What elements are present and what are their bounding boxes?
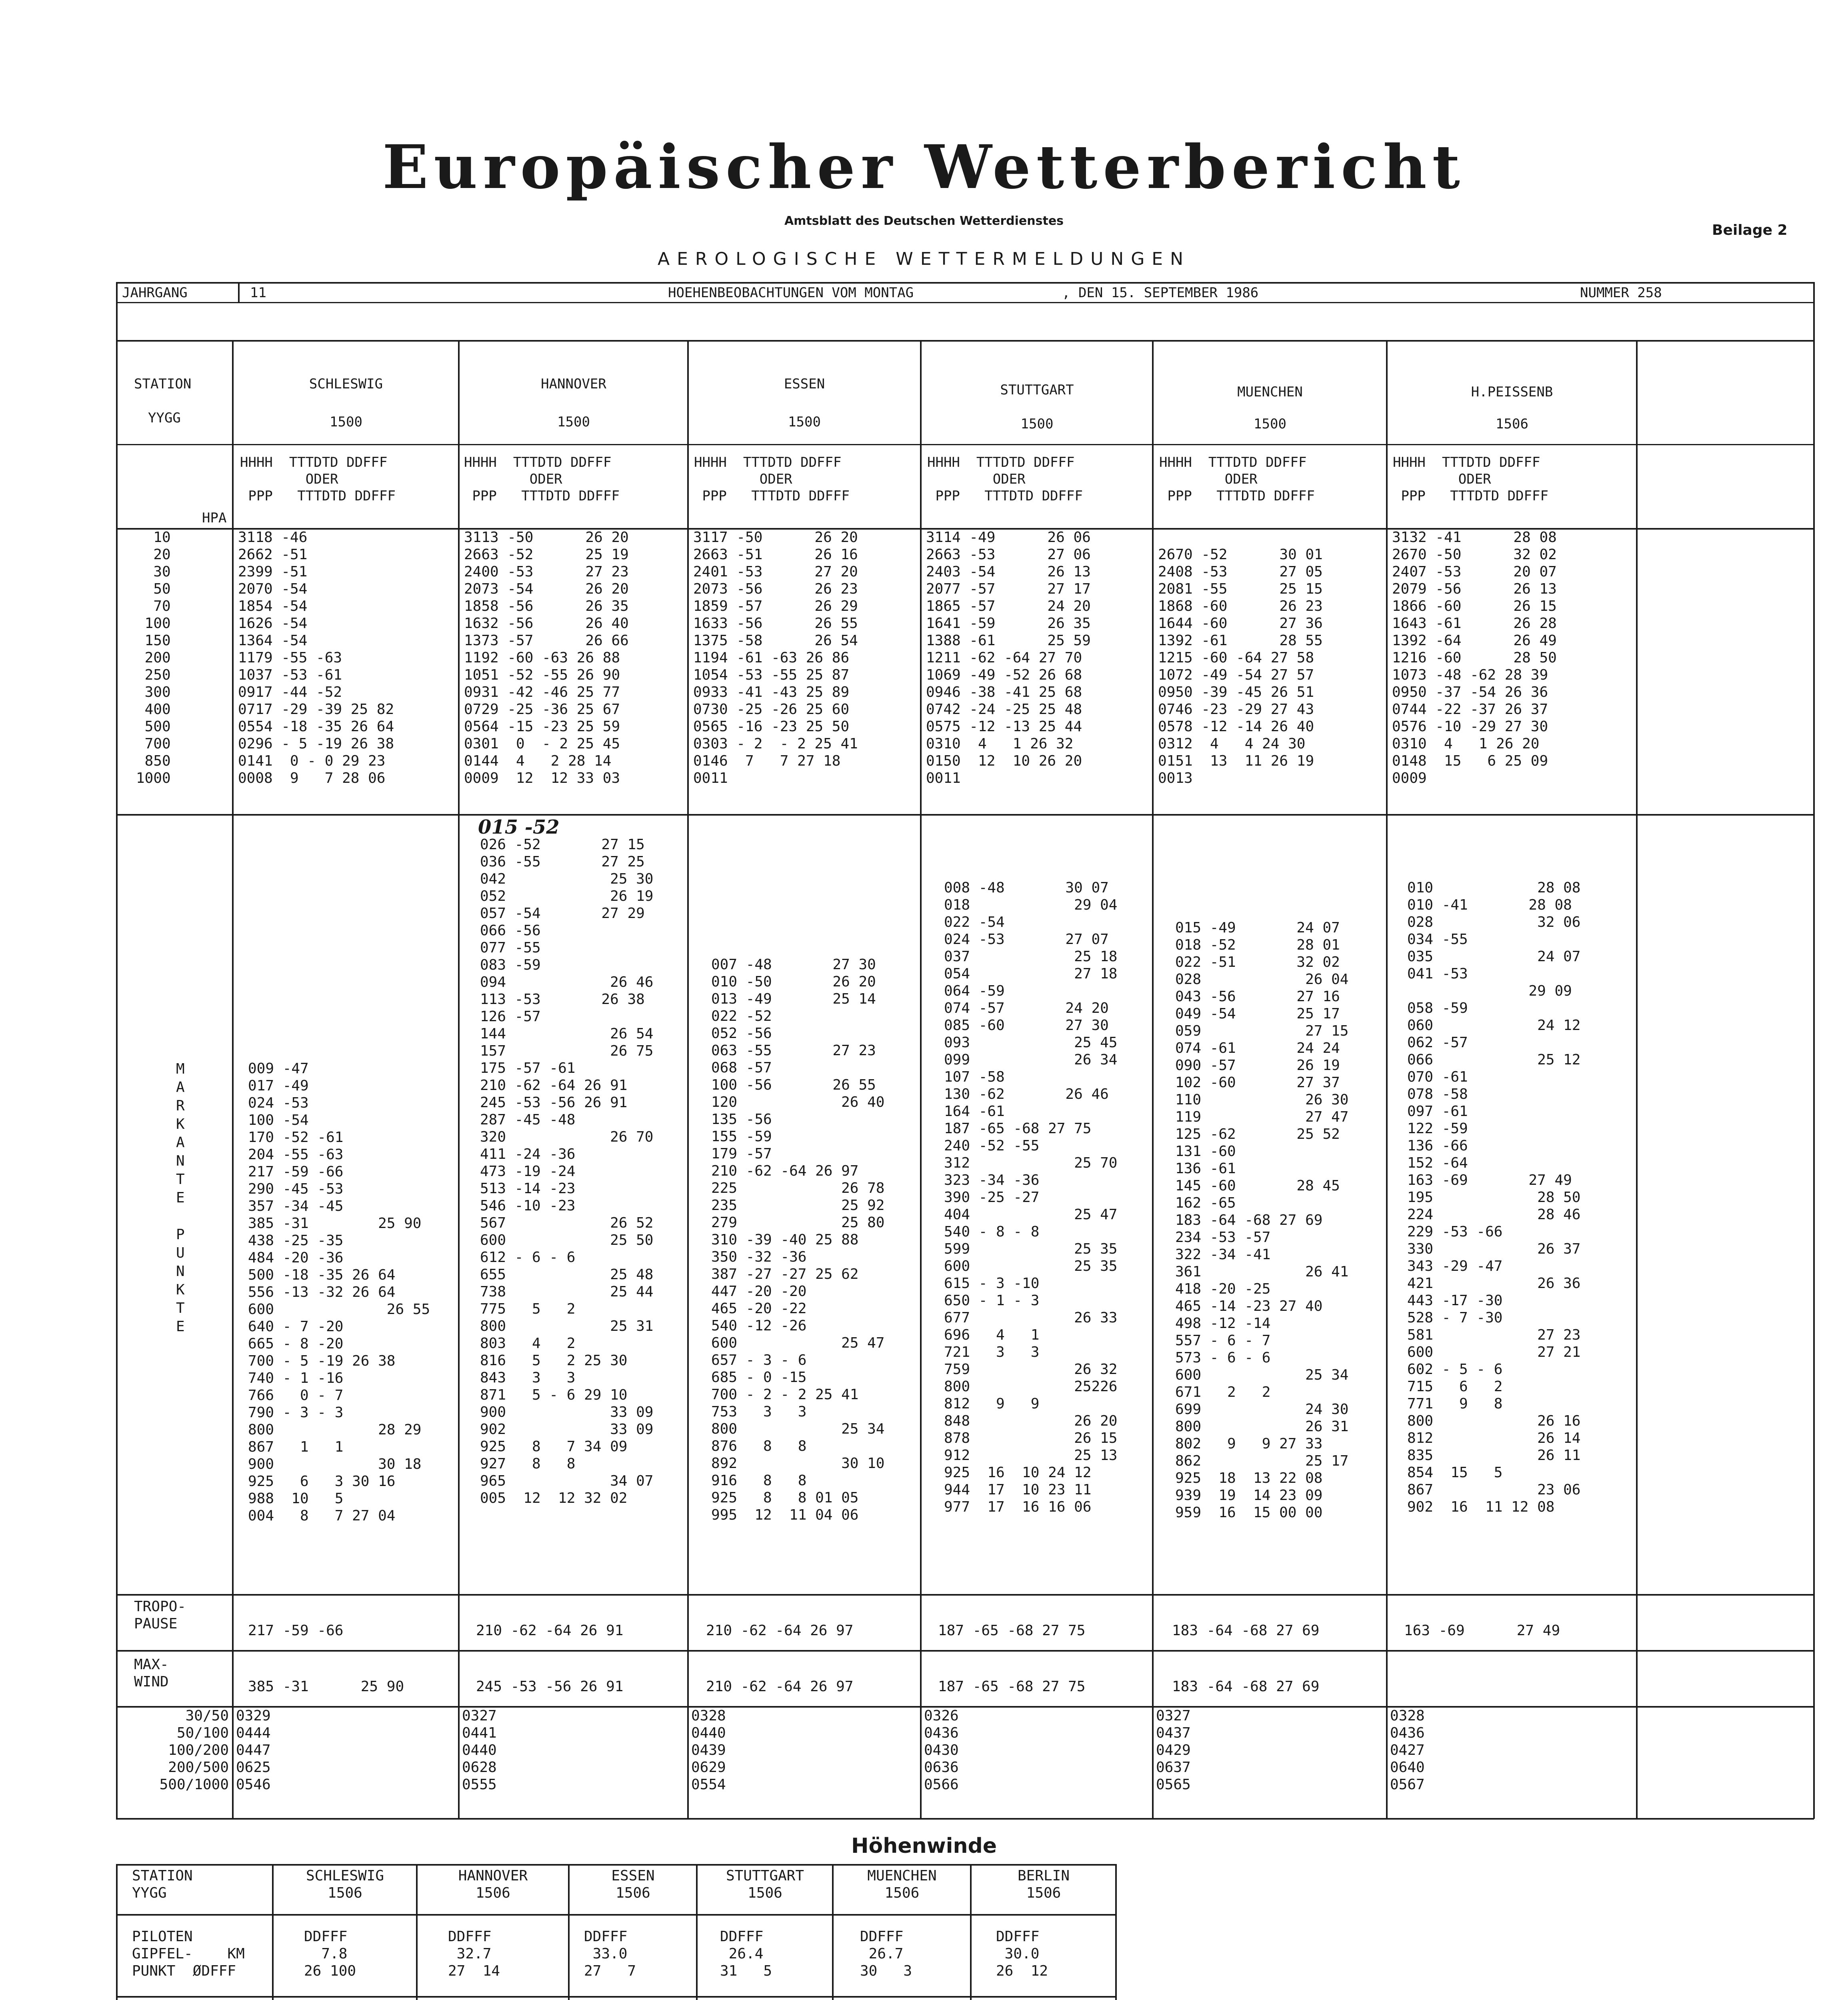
column-header: HHHH TTTDTD DDFFF ODER PPP TTTDTD DDFFF <box>1393 454 1548 504</box>
hw-station-name: ESSEN <box>611 1868 655 1884</box>
piloten-data: DDFFF 26.4 31 5 <box>720 1928 772 1979</box>
tropopause-data: 183 -64 -68 27 69 <box>1172 1622 1320 1639</box>
station-label: STATION <box>134 376 192 392</box>
column-header: HHHH TTTDTD DDFFF ODER PPP TTTDTD DDFFF <box>464 454 620 504</box>
station-yygg: 1500 <box>1020 416 1054 432</box>
station-name: STUTTGART <box>1000 382 1074 398</box>
piloten-data: DDFFF 33.0 27 7 <box>584 1928 636 1979</box>
handwritten-note: 015 -52 <box>478 816 560 838</box>
station-yygg: 1500 <box>557 414 590 430</box>
column-header: HHHH TTTDTD DDFFF ODER PPP TTTDTD DDFFF <box>1159 454 1315 504</box>
station-yygg: 1506 <box>1496 416 1528 432</box>
std-level-data: 2670 -52 30 01 2408 -53 27 05 2081 -55 25 15 1868 -60 26 23 1644 -60 27 36 1392 -61 28 55 1215 -60 -64 27 58 1072 -49 -54 27 57 0950 -39 -45 26 51 0746 -23 -29 27 43 0578 -12 -14 26 40 0312 4 4 24 30 0151 13 11 26 19 0013 <box>1158 546 1323 786</box>
sig-level-data: 010 28 08 010 -41 28 08 028 32 06 034 -55 035 24 07 041 -53 29 09 058 -59 060 24 12 062 -57 066 25 12 070 -61 078 -58 097 -61 122 -59 136 -66 152 -64 163 -69 27 49 195 28 50 224 28 46 229 -53 -66 330 26 37 343 -29 -47 421 26 36 443 -17 -30 528 - 7 -30 581 27 23 600 27 21 602 - 5 - 6 715 6 2 771 9 8 800 26 16 812 26 14 835 26 11 854 15 5 867 23 06 902 16 11 12 08 <box>1407 880 1581 1515</box>
std-level-data: 3114 -49 26 06 2663 -53 27 06 2403 -54 26 13 2077 -57 27 17 1865 -57 24 20 1641 -59 26 35 1388 -61 25 59 1211 -62 -64 27 70 1069 -49 -52 26 68 0946 -38 -41 25 68 0742 -24 -25 25 48 0575 -12 -13 25 44 0310 4 1 26 32 0150 12 10 26 20 0011 <box>926 529 1091 786</box>
maxwind-data: 183 -64 -68 27 69 <box>1172 1678 1320 1695</box>
thickness-data: 0329 0444 0447 0625 0546 <box>236 1708 271 1793</box>
hw-station-yygg: 1506 <box>616 1885 650 1901</box>
hw-station-yygg: 1506 <box>884 1885 920 1901</box>
hw-station-name: MUENCHEN <box>867 1868 937 1884</box>
column-header: HHHH TTTDTD DDFFF ODER PPP TTTDTD DDFFF <box>927 454 1083 504</box>
std-level-data: 3113 -50 26 20 2663 -52 25 19 2400 -53 27 23 2073 -54 26 20 1858 -56 26 35 1632 -56 26 40 1373 -57 26 66 1192 -60 -63 26 88 1051 -52 -55 26 90 0931 -42 -46 25 77 0729 -25 -36 25 67 0564 -15 -23 25 59 0301 0 - 2 25 45 0144 4 2 28 14 0009 12 12 33 03 <box>464 529 629 786</box>
hw-station-yygg: 1506 <box>748 1885 782 1901</box>
sig-level-data: 009 -47 017 -49 024 -53 100 -54 170 -52 -61 204 -55 -63 217 -59 -66 290 -45 -53 357 -34 -45 385 -31 25 90 438 -25 -35 484 -20 -36 500 -18 -35 26 64 556 -13 -32 26 64 600 26 55 640 - 7 -20 665 - 8 -20 700 - 5 -19 26 38 740 - 1 -16 766 0 - 7 790 - 3 - 3 800 28 29 867 1 1 900 30 18 925 6 3 30 16 988 10 5 004 8 7 27 04 <box>248 1060 430 1524</box>
maxwind-data: 245 -53 -56 26 91 <box>476 1678 624 1695</box>
hw-station-yygg: 1506 <box>476 1885 510 1901</box>
thickness-data: 0327 0441 0440 0628 0555 <box>462 1708 497 1793</box>
markante-punkte-label: M A R K A N T E P U N K T E <box>176 1061 185 1335</box>
thickness-labels: 30/50 50/100 100/200 200/500 500/1000 <box>159 1708 229 1793</box>
thickness-data: 0328 0440 0439 0629 0554 <box>691 1708 726 1793</box>
obs-date: , DEN 15. SEPTEMBER 1986 <box>1062 285 1259 301</box>
hw-station-yygg: 1506 <box>328 1885 362 1901</box>
section-title: AEROLOGISCHE WETTERMELDUNGEN <box>657 249 1191 269</box>
column-header: HHHH TTTDTD DDFFF ODER PPP TTTDTD DDFFF <box>694 454 850 504</box>
std-level-data: 3118 -46 2662 -51 2399 -51 2070 -54 1854 -54 1626 -54 1364 -54 1179 -55 -63 1037 -53 -61 0917 -44 -52 0717 -29 -39 25 82 0554 -18 -35 26 64 0296 - 5 -19 26 38 0141 0 - 0 29 23 0008 9 7 28 06 <box>238 529 394 786</box>
maxwind-data: 210 -62 -64 26 97 <box>706 1678 854 1695</box>
sig-level-data: 026 -52 27 15 036 -55 27 25 042 25 30 052 26 19 057 -54 27 29 066 -56 077 -55 083 -59 094 26 46 113 -53 26 38 126 -57 144 26 54 157 26 75 175 -57 -61 210 -62 -64 26 91 245 -53 -56 26 91 287 -45 -48 320 26 70 411 -24 -36 473 -19 -24 513 -14 -23 546 -10 -23 567 26 52 600 25 50 612 - 6 - 6 655 25 48 738 25 44 775 5 2 800 25 31 803 4 2 816 5 2 25 30 843 3 3 871 5 - 6 29 10 900 33 09 902 33 09 925 8 7 34 09 927 8 8 965 34 07 005 12 12 32 02 <box>480 836 654 1506</box>
tropopause-label: TROPO- PAUSE <box>134 1598 186 1632</box>
issue-number: NUMMER 258 <box>1580 285 1662 301</box>
std-level-data: 3117 -50 26 20 2663 -51 26 16 2401 -53 27 20 2073 -56 26 23 1859 -57 26 29 1633 -56 26 55 1375 -58 26 54 1194 -61 -63 26 86 1054 -53 -55 25 87 0933 -41 -43 25 89 0730 -25 -26 25 60 0565 -16 -23 25 50 0303 - 2 - 2 25 41 0146 7 7 27 18 0011 <box>693 529 858 786</box>
sig-level-data: 007 -48 27 30 010 -50 26 20 013 -49 25 14 022 -52 052 -56 063 -55 27 23 068 -57 100 -56 26 55 120 26 40 135 -56 155 -59 179 -57 210 -62 -64 26 97 225 26 78 235 25 92 279 25 80 310 -39 -40 25 88 350 -32 -36 387 -27 -27 25 62 447 -20 -20 465 -20 -22 540 -12 -26 600 25 47 657 - 3 - 6 685 - 0 -15 700 - 2 - 2 25 41 753 3 3 800 25 34 876 8 8 892 30 10 916 8 8 925 8 8 01 05 995 12 11 04 06 <box>711 956 885 1523</box>
hpa-levels: 10 20 30 50 70 100 150 200 250 300 400 500 700 850 1000 <box>136 529 171 786</box>
hoehenwinde-title: Höhenwinde <box>851 1834 997 1858</box>
thickness-data: 0328 0436 0427 0640 0567 <box>1390 1708 1425 1793</box>
yygg-label: YYGG <box>148 410 181 426</box>
tropopause-data: 210 -62 -64 26 91 <box>476 1622 624 1639</box>
station-name: HANNOVER <box>541 376 606 392</box>
tropopause-data: 187 -65 -68 27 75 <box>938 1622 1086 1639</box>
station-yygg: 1500 <box>1254 416 1286 432</box>
station-name: SCHLESWIG <box>309 376 383 392</box>
jahrgang-value: 11 <box>250 285 266 301</box>
station-name: MUENCHEN <box>1237 384 1303 400</box>
beilage-label: Beilage 2 <box>1712 222 1788 238</box>
station-yygg: 1500 <box>788 414 821 430</box>
obs-title: HOEHENBEOBACHTUNGEN VOM MONTAG <box>668 285 914 301</box>
station-yygg: 1500 <box>330 414 362 430</box>
thickness-data: 0327 0437 0429 0637 0565 <box>1156 1708 1191 1793</box>
hw-station-name: STUTTGART <box>726 1868 804 1884</box>
jahrgang-label: JAHRGANG <box>122 285 188 301</box>
piloten-data: DDFFF 26.7 30 3 <box>860 1928 912 1979</box>
tropopause-data: 217 -59 -66 <box>248 1622 344 1639</box>
column-header: HHHH TTTDTD DDFFF ODER PPP TTTDTD DDFFF <box>240 454 396 504</box>
piloten-label: PILOTEN GIPFEL- KM PUNKT ØDFFF <box>132 1928 245 1979</box>
maxwind-data: 385 -31 25 90 <box>248 1678 404 1695</box>
hw-station-label: STATION YYGG <box>132 1868 193 1901</box>
std-level-data: 3132 -41 28 08 2670 -50 32 02 2407 -53 20 07 2079 -56 26 13 1866 -60 26 15 1643 -61 26 28 1392 -64 26 49 1216 -60 28 50 1073 -48 -62 28 39 0950 -37 -54 26 36 0744 -22 -37 26 37 0576 -10 -29 27 30 0310 4 1 26 20 0148 15 6 25 09 0009 <box>1392 529 1557 786</box>
maxwind-data: 187 -65 -68 27 75 <box>938 1678 1086 1695</box>
maxwind-label: MAX- WIND <box>134 1656 169 1690</box>
page-subtitle: Amtsblatt des Deutschen Wetterdienstes <box>784 214 1064 228</box>
station-name: H.PEISSENB <box>1471 384 1553 400</box>
station-name: ESSEN <box>784 376 825 392</box>
sig-level-data: 008 -48 30 07 018 29 04 022 -54 024 -53 27 07 037 25 18 054 27 18 064 -59 074 -57 24 20 085 -60 27 30 093 25 45 099 26 34 107 -58 130 -62 26 46 164 -61 187 -65 -68 27 75 240 -52 -55 312 25 70 323 -34 -36 390 -25 -27 404 25 47 540 - 8 - 8 599 25 35 600 25 35 615 - 3 -10 650 - 1 - 3 677 26 33 696 4 1 721 3 3 759 26 32 800 25226 812 9 9 848 26 20 878 26 15 912 25 13 925 16 10 24 12 944 17 10 23 11 977 17 16 16 06 <box>944 880 1118 1515</box>
sig-level-data: 015 -49 24 07 018 -52 28 01 022 -51 32 02 028 26 04 043 -56 27 16 049 -54 25 17 059 27 15 074 -61 24 24 090 -57 26 19 102 -60 27 37 110 26 30 119 27 47 125 -62 25 52 131 -60 136 -61 145 -60 28 45 162 -65 183 -64 -68 27 69 234 -53 -57 322 -34 -41 361 26 41 418 -20 -25 465 -14 -23 27 40 498 -12 -14 557 - 6 - 7 573 - 6 - 6 600 25 34 671 2 2 699 24 30 800 26 31 802 9 9 27 33 862 25 17 925 18 13 22 08 939 19 14 23 09 959 16 15 00 00 <box>1175 920 1349 1521</box>
thickness-data: 0326 0436 0430 0636 0566 <box>924 1708 959 1793</box>
tropopause-data: 163 -69 27 49 <box>1404 1622 1560 1639</box>
piloten-data: DDFFF 32.7 27 14 <box>448 1928 500 1979</box>
tropopause-data: 210 -62 -64 26 97 <box>706 1622 854 1639</box>
piloten-data: DDFFF 7.8 26 100 <box>304 1928 356 1979</box>
hw-station-yygg: 1506 <box>1026 1885 1061 1901</box>
hw-station-name: HANNOVER <box>458 1868 528 1884</box>
hw-station-name: SCHLESWIG <box>306 1868 384 1884</box>
hpa-label: HPA <box>202 510 227 526</box>
hw-station-name: BERLIN <box>1017 1868 1070 1884</box>
page-title: Europäischer Wetterbericht <box>382 132 1466 202</box>
piloten-data: DDFFF 30.0 26 12 <box>996 1928 1048 1979</box>
